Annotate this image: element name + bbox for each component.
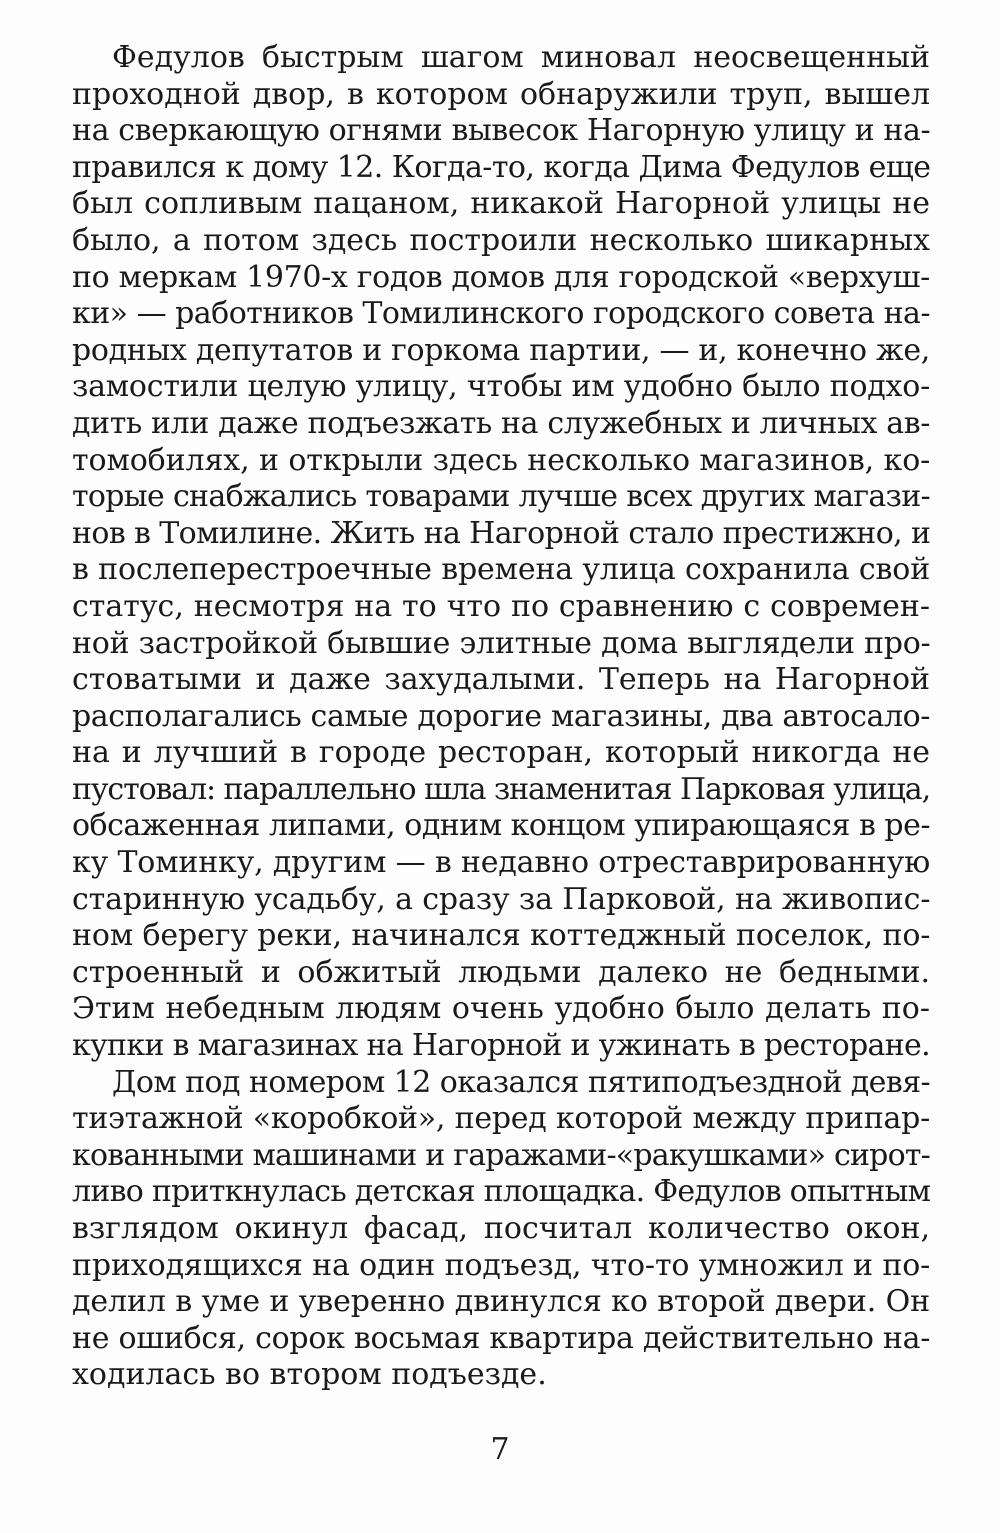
text-line: располагались самые дорогие магазины, два автосало- <box>72 698 930 734</box>
text-line: кованными машинами и гаражами-«ракушками» сирот- <box>72 1137 930 1173</box>
text-line: ливо приткнулась детская площадка. Федулов опытным <box>72 1174 931 1210</box>
text-line: приходящихся на один подъезд, что-то умножил и по- <box>72 1247 931 1283</box>
text-line: обсаженная липами, одним концом упирающаяся в ре- <box>72 808 930 844</box>
text-line: замостили целую улицу, чтобы им удобно было подхо- <box>72 369 930 405</box>
text-line: томобилях, и открыли здесь несколько магазинов, ко- <box>72 442 931 478</box>
text-line: старинную усадьбу, а сразу за Парковой, на живопис- <box>72 881 931 917</box>
paragraph <box>72 40 930 1065</box>
text-line: по меркам 1970-х годов домов для городской «верхуш- <box>72 259 930 295</box>
text-line: статус, несмотря на то что по сравнению с современ- <box>72 588 930 624</box>
text-line: в послеперестроечные времена улица сохранила свой <box>72 552 931 588</box>
text-line: ной застройкой бывшие элитные дома выглядели про- <box>72 625 931 661</box>
text-line: купки в магазинах на Нагорной и ужинать в ресторане. <box>72 1028 930 1064</box>
text-line: на сверкающую огнями вывесок Нагорную улицу и на- <box>72 113 931 149</box>
text-line: проходной двор, в котором обнаружили труп, вышел <box>72 76 930 112</box>
text-line: ки» — работников Томилинского городского совета на- <box>72 296 930 332</box>
text-line: Дом под номером 12 оказался пятиподъездной девя- <box>112 1064 931 1100</box>
text-line: делил в уме и уверенно двинулся ко второй двери. Он <box>72 1284 930 1320</box>
text-line: тиэтажной «коробкой», перед которой между припар- <box>72 1101 930 1137</box>
page-number: 7 <box>490 1432 510 1467</box>
text-line: строенный и обжитый людьми далеко не бедными. <box>72 954 930 990</box>
text-line: торые снабжались товарами лучше всех других магази- <box>72 479 930 515</box>
text-line: ном берегу реки, начинался коттеджный поселок, по- <box>72 918 931 954</box>
text-line: Этим небедным людям очень удобно было делать по- <box>72 991 930 1027</box>
paragraph <box>72 1065 930 1394</box>
text-line: ку Томинку, другим — в недавно отреставрированную <box>72 845 931 881</box>
text-line: правился к дому 12. Когда-то, когда Дима Федулов еще <box>72 149 931 185</box>
text-line: было, а потом здесь построили несколько шикарных <box>72 222 930 258</box>
text-line: родных депутатов и горкома партии, — и, конечно же, <box>72 332 930 368</box>
text-line: был сопливым пацаном, никакой Нагорной улицы не <box>72 186 930 222</box>
text-line: на и лучший в городе ресторан, который никогда не <box>72 735 930 771</box>
text-line: Федулов быстрым шагом миновал неосвещенный <box>112 40 930 75</box>
text-line: пустовал: параллельно шла знаменитая Парковая улица, <box>72 771 930 807</box>
text-line: взглядом окинул фасад, посчитал количество окон, <box>72 1211 930 1246</box>
text-line: не ошибся, сорок восьмая квартира действительно на- <box>72 1320 931 1356</box>
body-text <box>72 40 930 1394</box>
text-line: ходилась во втором подъезде. <box>72 1357 547 1393</box>
text-line: нов в Томилине. Жить на Нагорной стало престижно, и <box>72 515 931 551</box>
text-line: дить или даже подъезжать на служебных и личных ав- <box>72 405 930 441</box>
text-line: стоватыми и даже захудалыми. Теперь на Нагорной <box>72 662 930 698</box>
